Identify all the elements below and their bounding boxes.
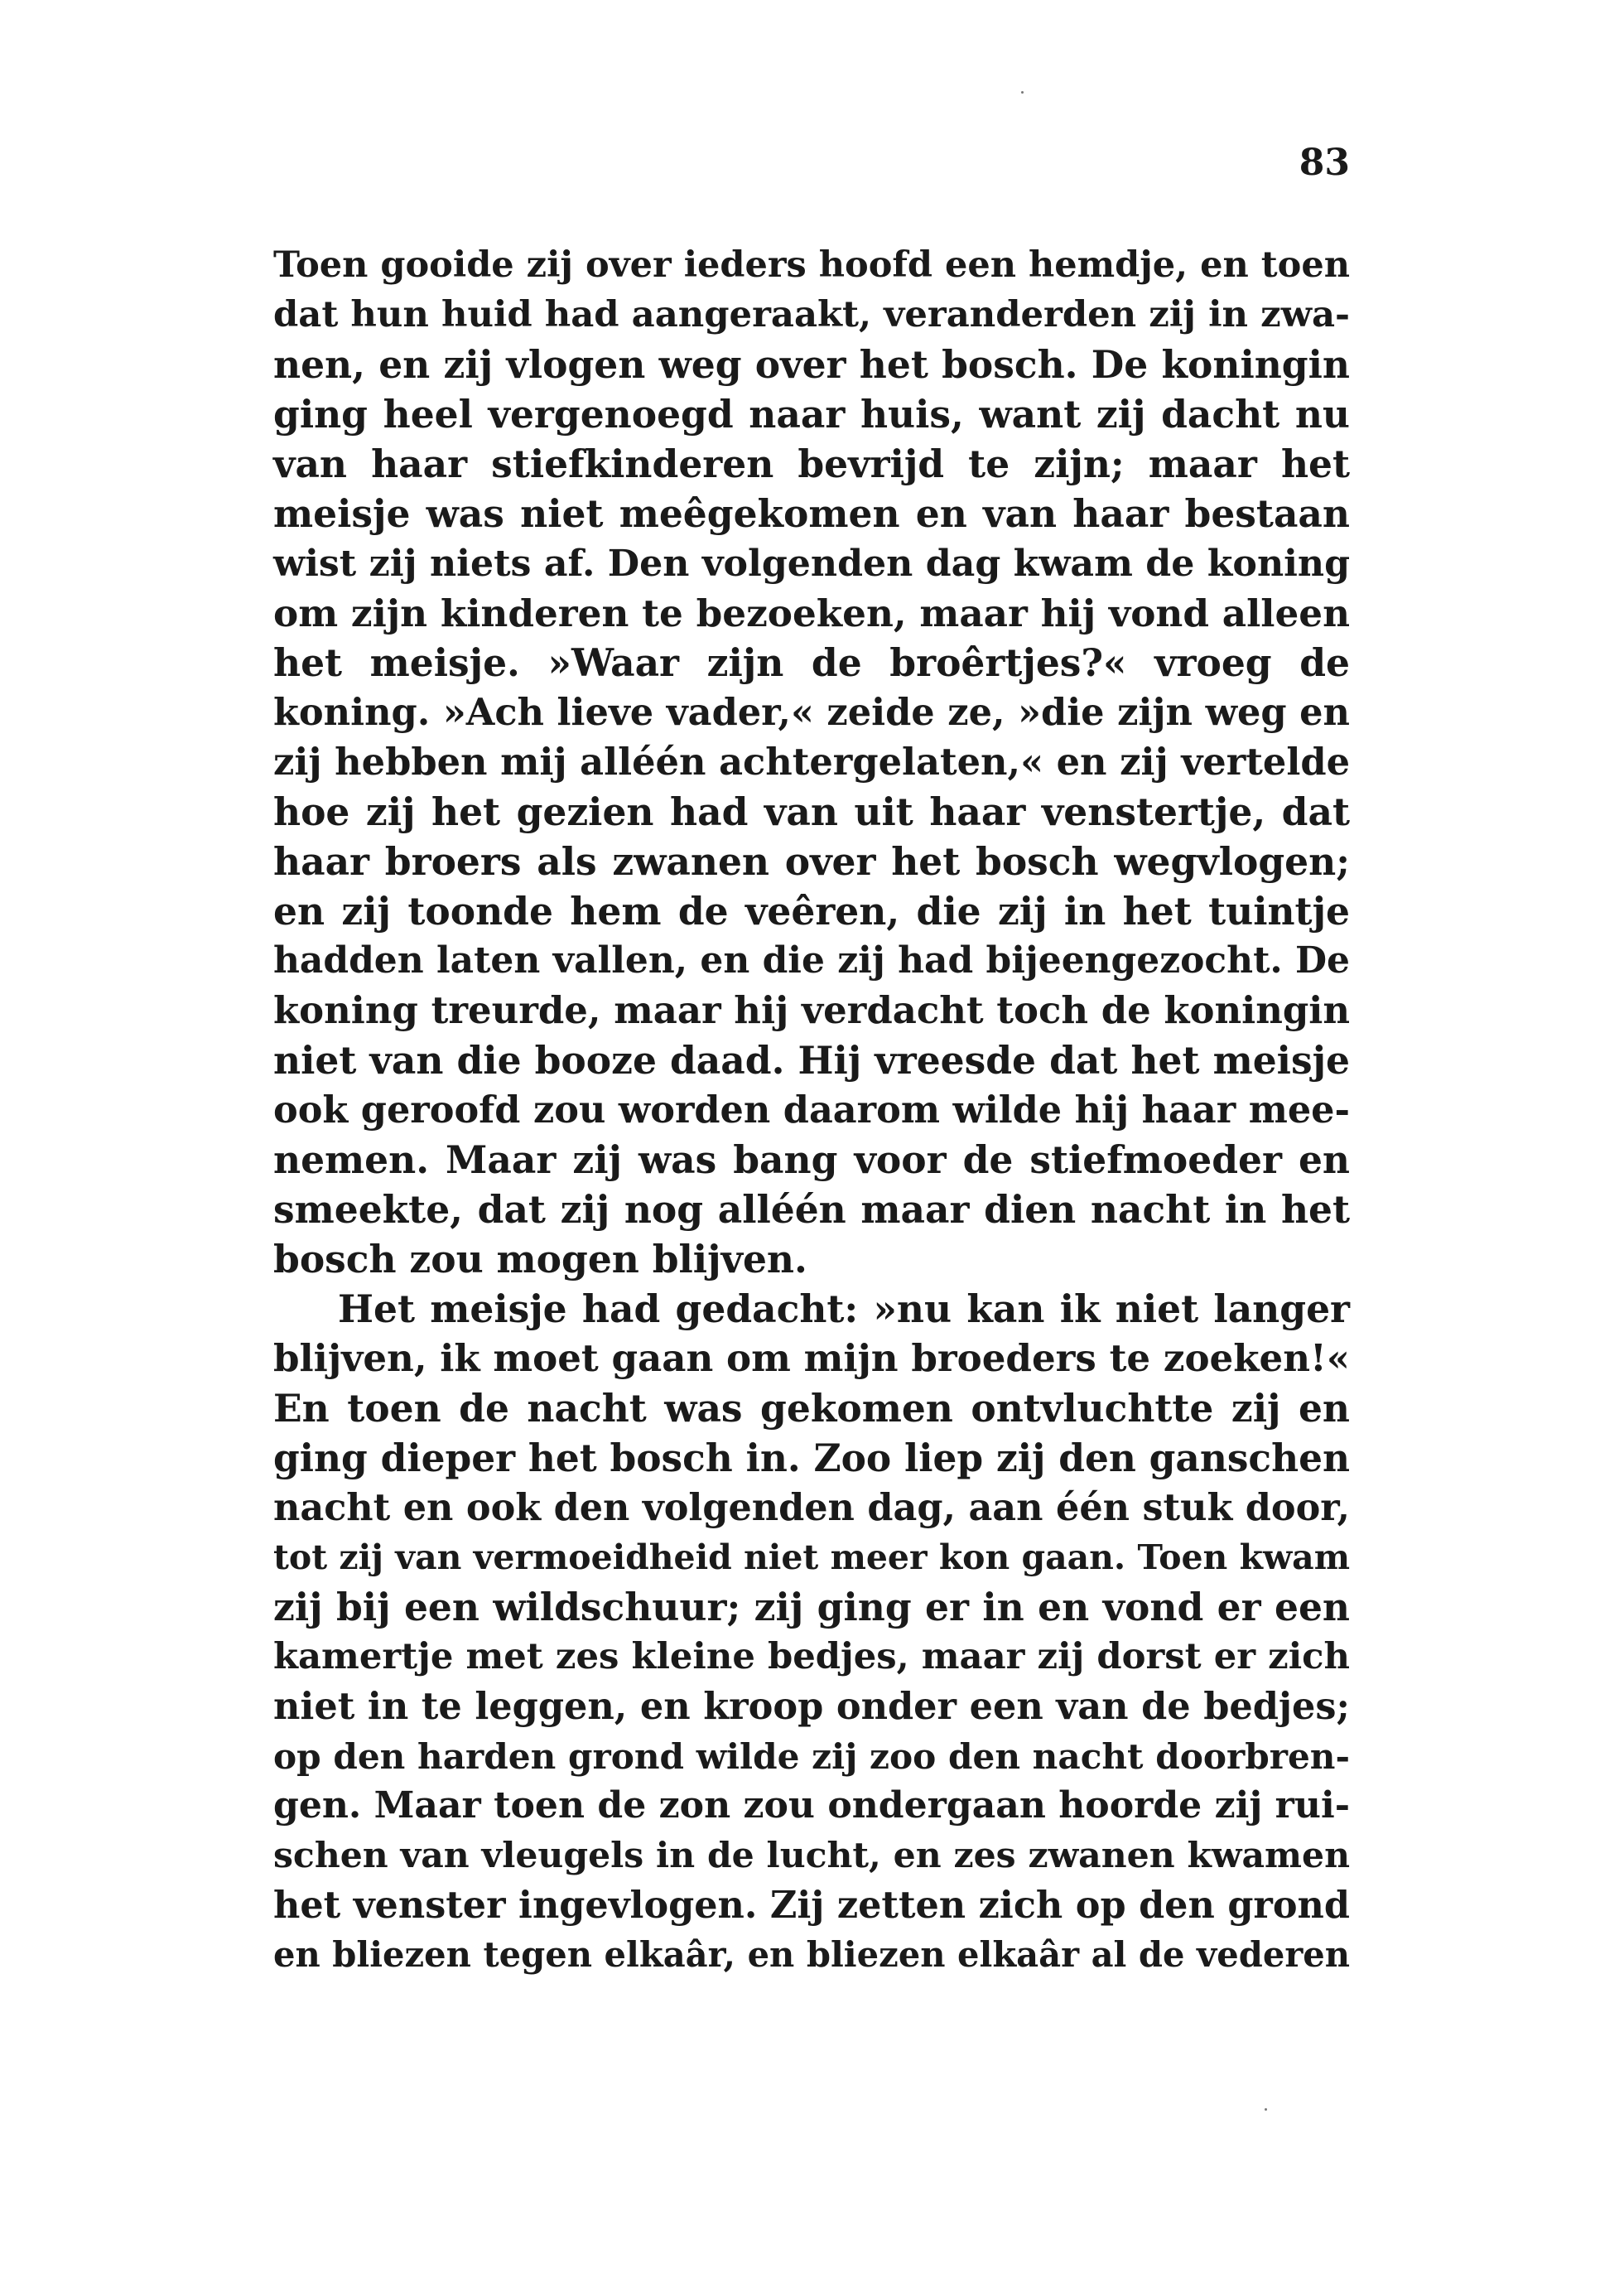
text-line: dat hun huid had aangeraakt, veranderden zij in zwa-	[273, 293, 1350, 335]
paragraph	[273, 240, 1350, 1284]
text-line: hoe zij het gezien had van uit haar venstertje, dat	[273, 789, 1350, 834]
scan-speck	[1021, 91, 1024, 94]
page-number: 83	[1299, 142, 1350, 184]
text-line: tot zij van vermoeidheid niet meer kon gaan. Toen kwam	[273, 1537, 1350, 1577]
text-line: niet van die booze daad. Hij vreesde dat het meisje	[273, 1038, 1350, 1083]
text-line: koning. »Ach lieve vader,« zeide ze, »die zijn weg en	[273, 690, 1350, 734]
text-line: ook geroofd zou worden daarom wilde hij haar mee-	[273, 1088, 1350, 1132]
text-line: wist zij niets af. Den volgenden dag kwam de koning	[273, 542, 1350, 585]
text-line: Het meisje had gedacht: »nu kan ik niet langer	[338, 1286, 1350, 1331]
text-line: het venster ingevlogen. Zij zetten zich op den grond	[273, 1884, 1350, 1927]
text-line: hadden laten vallen, en die zij had bijeengezocht. De	[273, 939, 1350, 982]
text-line: ging heel vergenoegd naar huis, want zij dacht nu	[273, 392, 1350, 437]
text-line: nacht en ook den volgenden dag, aan één stuk door,	[273, 1486, 1350, 1529]
text-line: Toen gooide zij over ieders hoofd een hemdje, en toen	[273, 244, 1350, 286]
text-line: En toen de nacht was gekomen ontvluchtte zij en	[273, 1386, 1350, 1431]
text-line: om zijn kinderen te bezoeken, maar hij vond alleen	[273, 591, 1350, 635]
text-line: en bliezen tegen elkaâr, en bliezen elkaâr al de vederen	[273, 1934, 1350, 1975]
text-line: blijven, ik moet gaan om mijn broeders te zoeken!«	[273, 1336, 1350, 1380]
text-line: ging dieper het bosch in. Zoo liep zij den ganschen	[273, 1436, 1350, 1480]
text-line: het meisje. »Waar zijn de broêrtjes?« vroeg de	[273, 640, 1350, 685]
text-line: koning treurde, maar hij verdacht toch de koningin	[273, 988, 1350, 1032]
text-line: en zij toonde hem de veêren, die zij in het tuintje	[273, 889, 1350, 934]
body-text	[273, 240, 1350, 1980]
scan-speck	[1265, 2108, 1267, 2111]
text-line: zij bij een wildschuur; zij ging er in en vond er een	[273, 1585, 1350, 1629]
paragraph	[273, 1284, 1350, 1980]
text-line: nemen. Maar zij was bang voor de stiefmoeder en	[273, 1137, 1350, 1182]
text-line: niet in te leggen, en kroop onder een van de bedjes;	[273, 1684, 1350, 1728]
text-line: van haar stiefkinderen bevrijd te zijn; maar het	[273, 442, 1350, 486]
text-line: bosch zou mogen blijven.	[273, 1237, 807, 1281]
text-line: schen van vleugels in de lucht, en zes zwanen kwamen	[273, 1835, 1350, 1876]
text-line: zij hebben mij alléén achtergelaten,« en zij vertelde	[273, 740, 1350, 784]
text-line: op den harden grond wilde zij zoo den nacht doorbren-	[273, 1735, 1350, 1777]
text-line: smeekte, dat zij nog alléén maar dien nacht in het	[273, 1187, 1350, 1232]
text-line: haar broers als zwanen over het bosch wegvlogen;	[273, 839, 1350, 884]
text-line: kamertje met zes kleine bedjes, maar zij dorst er zich	[273, 1635, 1350, 1677]
text-line: meisje was niet meêgekomen en van haar bestaan	[273, 491, 1350, 536]
text-line: nen, en zij vlogen weg over het bosch. De koningin	[273, 342, 1350, 387]
text-line: gen. Maar toen de zon zou ondergaan hoorde zij rui-	[273, 1784, 1350, 1827]
